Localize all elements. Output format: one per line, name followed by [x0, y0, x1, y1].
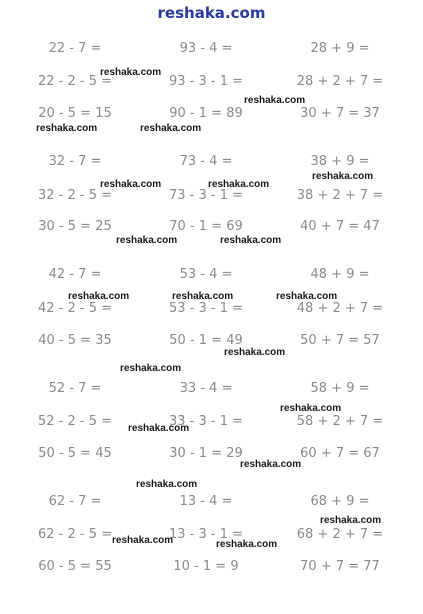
equation: 28 + 2 + 7 = [296, 74, 384, 89]
equation: 33 - 4 = [179, 381, 233, 396]
equation: 73 - 3 - 1 = [168, 188, 244, 203]
watermark-text: reshaka.com [100, 179, 162, 190]
equation: 33 - 3 - 1 = [168, 414, 244, 429]
equation: 50 - 5 = 45 [38, 446, 112, 461]
equation: 13 - 4 = [179, 494, 233, 509]
watermark-text: reshaka.com [320, 515, 382, 526]
equation: 62 - 7 = [48, 494, 102, 509]
equation: 60 - 5 = 55 [38, 559, 112, 574]
watermark-text: reshaka.com [116, 235, 178, 246]
equation: 60 + 7 = 67 [300, 446, 380, 461]
equation: 22 - 2 - 5 = [37, 74, 113, 89]
watermark-text: reshaka.com [276, 291, 338, 302]
equation: 42 - 2 - 5 = [37, 301, 113, 316]
equation: 10 - 1 = 9 [173, 559, 239, 574]
equation: 50 + 7 = 57 [300, 333, 380, 348]
equation: 40 - 5 = 35 [38, 333, 112, 348]
watermark-text: reshaka.com [280, 403, 342, 414]
watermark-text: reshaka.com [216, 539, 278, 550]
equation: 40 + 7 = 47 [300, 219, 380, 234]
equation: 30 - 1 = 29 [169, 446, 243, 461]
equation: 73 - 4 = [179, 154, 233, 169]
equation: 32 - 7 = [48, 154, 102, 169]
watermark-text: reshaka.com [244, 95, 306, 106]
equation: 53 - 3 - 1 = [168, 301, 244, 316]
equation: 62 - 2 - 5 = [37, 527, 113, 542]
watermark-text: reshaka.com [120, 363, 182, 374]
watermark-text: reshaka.com [312, 171, 374, 182]
equation: 20 - 5 = 15 [38, 106, 112, 121]
equation: 52 - 2 - 5 = [37, 414, 113, 429]
watermark-text: reshaka.com [240, 459, 302, 470]
equation: 53 - 4 = [179, 267, 233, 282]
site-title: reshaka.com [157, 4, 266, 22]
equation: 70 + 7 = 77 [300, 559, 380, 574]
equation: 58 + 9 = [310, 381, 370, 396]
watermark-text: reshaka.com [100, 67, 162, 78]
watermark-text: reshaka.com [112, 535, 174, 546]
equation: 93 - 4 = [179, 41, 233, 56]
equation: 42 - 7 = [48, 267, 102, 282]
watermark-text: reshaka.com [128, 423, 190, 434]
equation: 32 - 2 - 5 = [37, 188, 113, 203]
equation: 93 - 3 - 1 = [168, 74, 244, 89]
equation: 13 - 3 - 1 = [168, 527, 244, 542]
equation: 52 - 7 = [48, 381, 102, 396]
equation: 68 + 2 + 7 = [296, 527, 384, 542]
equation: 30 - 5 = 25 [38, 219, 112, 234]
watermark-text: reshaka.com [208, 179, 270, 190]
watermark-text: reshaka.com [36, 123, 98, 134]
equation: 70 - 1 = 69 [169, 219, 243, 234]
equation: 50 - 1 = 49 [169, 333, 243, 348]
watermark-text: reshaka.com [172, 291, 234, 302]
equation: 90 - 1 = 89 [169, 106, 243, 121]
equation: 58 + 2 + 7 = [296, 414, 384, 429]
equation: 48 + 2 + 7 = [296, 301, 384, 316]
equation: 22 - 7 = [48, 41, 102, 56]
watermark-text: reshaka.com [136, 479, 198, 490]
equation: 30 + 7 = 37 [300, 106, 380, 121]
equation: 28 + 9 = [310, 41, 370, 56]
watermark-text: reshaka.com [224, 347, 286, 358]
equation: 38 + 2 + 7 = [296, 188, 384, 203]
equation: 38 + 9 = [310, 154, 370, 169]
watermark-text: reshaka.com [68, 291, 130, 302]
equation: 68 + 9 = [310, 494, 370, 509]
watermark-text: reshaka.com [220, 235, 282, 246]
equation: 48 + 9 = [310, 267, 370, 282]
watermark-text: reshaka.com [140, 123, 202, 134]
